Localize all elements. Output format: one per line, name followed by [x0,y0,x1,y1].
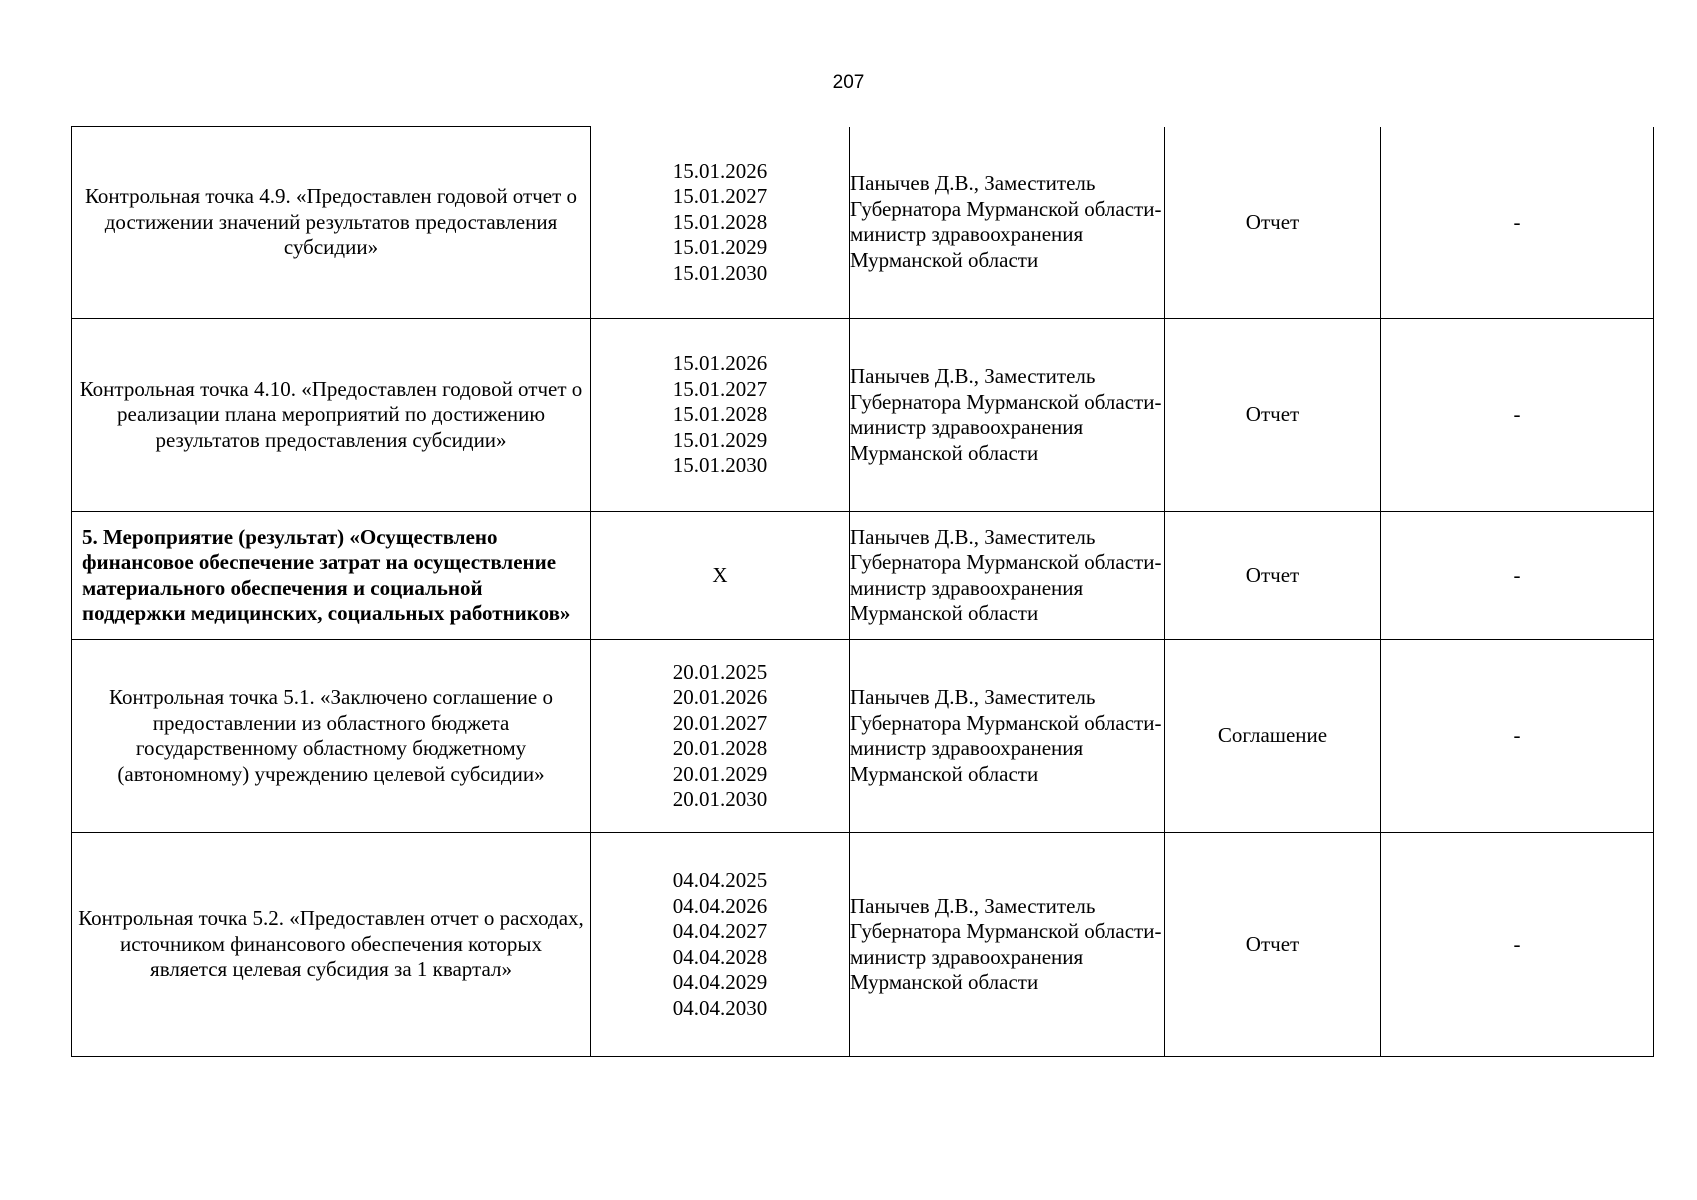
deadline-date: 15.01.2026 [672,351,768,376]
deadline-date: 04.04.2027 [672,919,768,943]
event-name-cell: Контрольная точка 5.2. «Предоставлен отчет о расходах, источником финансового обеспечения которых является целевая субсидия за 1 квартал» [72,833,591,1057]
deadline-date: 15.01.2028 [672,209,768,234]
deadline-dates-cell [591,640,850,833]
note-cell: - [1381,833,1654,1057]
deadline-date: 04.04.2026 [672,893,768,918]
table-row [72,640,1654,833]
deadline-dates-cell [591,512,850,640]
table-row [72,319,1654,512]
deadline-date: 20.01.2027 [672,710,768,735]
event-name-cell: Контрольная точка 4.9. «Предоставлен годовой отчет о достижении значений результатов предоставления субсидии» [72,127,591,319]
deadline-dates-cell [591,319,850,512]
note-cell: - [1381,127,1654,319]
deadline-date: 04.04.2025 [672,868,768,892]
document-type-cell: Соглашение [1165,640,1381,833]
event-name-cell: 5. Мероприятие (результат) «Осуществлено финансовое обеспечение затрат на осуществление материального обеспечения и социальной поддержки медицинских, социальных работников» [72,512,591,640]
deadline-date: 15.01.2026 [672,158,768,183]
deadline-date: 04.04.2030 [672,995,768,1020]
deadline-date: 20.01.2026 [672,685,768,709]
deadline-date: 15.01.2030 [672,453,768,478]
event-name-cell: Контрольная точка 5.1. «Заключено соглашение о предоставлении из областного бюджета государственному областному бюджетному (автономному) учреждению целевой субсидии» [72,640,591,833]
responsible-cell: Панычев Д.В., Заместитель Губернатора Мурманской области-министр здравоохранения Мурманской области [850,127,1165,319]
deadline-date: 15.01.2029 [672,427,768,452]
page-number: 207 [832,72,865,93]
document-type-cell: Отчет [1165,319,1381,512]
note-cell: - [1381,640,1654,833]
deadline-dates-cell [591,127,850,319]
document-type-cell: Отчет [1165,512,1381,640]
event-name-cell: Контрольная точка 4.10. «Предоставлен годовой отчет о реализации плана мероприятий по достижению результатов предоставления субсидии» [72,319,591,512]
deadline-date: 20.01.2028 [672,736,768,760]
deadline-date: 04.04.2028 [672,944,768,969]
responsible-cell: Панычев Д.В., Заместитель Губернатора Мурманской области-министр здравоохранения Мурманской области [850,512,1165,640]
deadline-date: 15.01.2030 [672,260,768,285]
control-points-table [71,126,1654,1057]
document-type-cell: Отчет [1165,127,1381,319]
deadline-date: 04.04.2029 [672,970,768,994]
table-row [72,833,1654,1057]
deadline-date: 15.01.2028 [672,402,768,427]
deadline-date: 20.01.2030 [672,787,768,811]
note-cell: - [1381,319,1654,512]
deadline-date: 20.01.2029 [672,761,768,786]
responsible-cell: Панычев Д.В., Заместитель Губернатора Мурманской области-министр здравоохранения Мурманской области [850,640,1165,833]
deadline-date: X [712,562,728,587]
deadline-dates-cell [591,833,850,1057]
table-row [72,512,1654,640]
deadline-date: 15.01.2027 [672,184,768,208]
deadline-date: 15.01.2029 [672,235,768,259]
table-row [72,127,1654,319]
responsible-cell: Панычев Д.В., Заместитель Губернатора Мурманской области-министр здравоохранения Мурманской области [850,833,1165,1057]
note-cell: - [1381,512,1654,640]
deadline-date: 20.01.2025 [672,659,768,684]
deadline-date: 15.01.2027 [672,376,768,401]
responsible-cell: Панычев Д.В., Заместитель Губернатора Мурманской области-министр здравоохранения Мурманской области [850,319,1165,512]
document-type-cell: Отчет [1165,833,1381,1057]
